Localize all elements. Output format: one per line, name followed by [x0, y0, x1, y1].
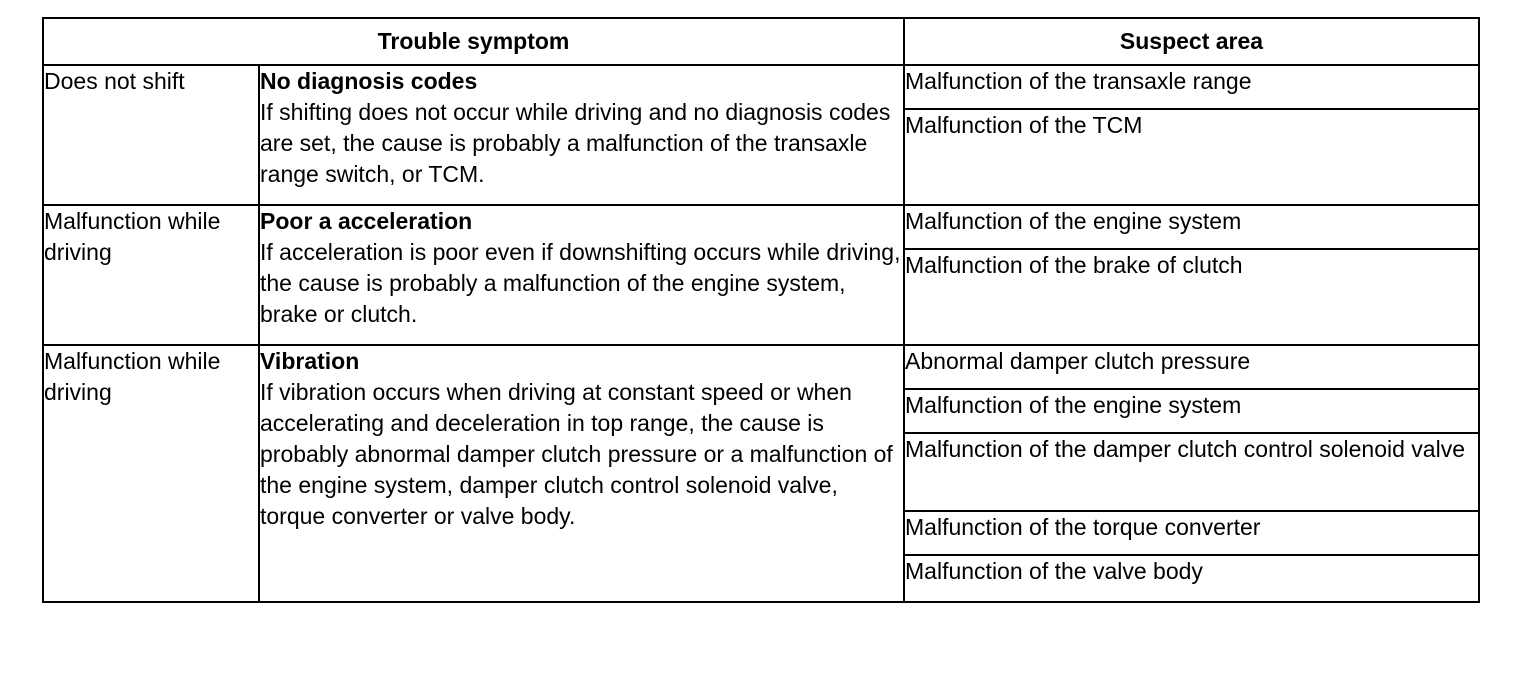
symptom-description: If acceleration is poor even if downshifting occurs while driving, the cause is probably a malfunction of the engine system, brake or clutch. — [260, 239, 901, 327]
symptom-title: Poor a acceleration — [260, 208, 473, 234]
table-row — [43, 345, 1479, 389]
suspect-area-cell: Malfunction of the engine system — [904, 205, 1479, 249]
suspect-area-cell: Malfunction of the transaxle range — [904, 65, 1479, 109]
symptom-description: If vibration occurs when driving at constant speed or when accelerating and deceleration in top range, the cause is probably abnormal damper clutch pressure or a malfunction of the engine system, damper clutch control solenoid valve, torque converter or valve body. — [260, 379, 893, 529]
symptom-title: Vibration — [260, 348, 360, 374]
header-row — [43, 18, 1479, 65]
symptom-description-cell — [259, 345, 904, 602]
suspect-area-cell: Malfunction of the brake of clutch — [904, 249, 1479, 345]
suspect-area-cell: Malfunction of the valve body — [904, 555, 1479, 602]
condition-cell: Malfunction while driving — [43, 205, 259, 345]
condition-cell: Malfunction while driving — [43, 345, 259, 602]
suspect-area-cell: Malfunction of the torque converter — [904, 511, 1479, 555]
trouble-diagnosis-table — [42, 17, 1480, 603]
header-suspect-area: Suspect area — [904, 18, 1479, 65]
suspect-area-cell: Abnormal damper clutch pressure — [904, 345, 1479, 389]
condition-cell: Does not shift — [43, 65, 259, 205]
table-row — [43, 205, 1479, 249]
symptom-description: If shifting does not occur while driving and no diagnosis codes are set, the cause is probably a malfunction of the transaxle range switch, or TCM. — [260, 99, 891, 187]
symptom-description-cell — [259, 205, 904, 345]
table-row — [43, 65, 1479, 109]
suspect-area-cell: Malfunction of the engine system — [904, 389, 1479, 433]
symptom-title: No diagnosis codes — [260, 68, 478, 94]
symptom-description-cell — [259, 65, 904, 205]
suspect-area-cell: Malfunction of the TCM — [904, 109, 1479, 205]
header-trouble-symptom: Trouble symptom — [43, 18, 904, 65]
suspect-area-cell: Malfunction of the damper clutch control solenoid valve — [904, 433, 1479, 511]
